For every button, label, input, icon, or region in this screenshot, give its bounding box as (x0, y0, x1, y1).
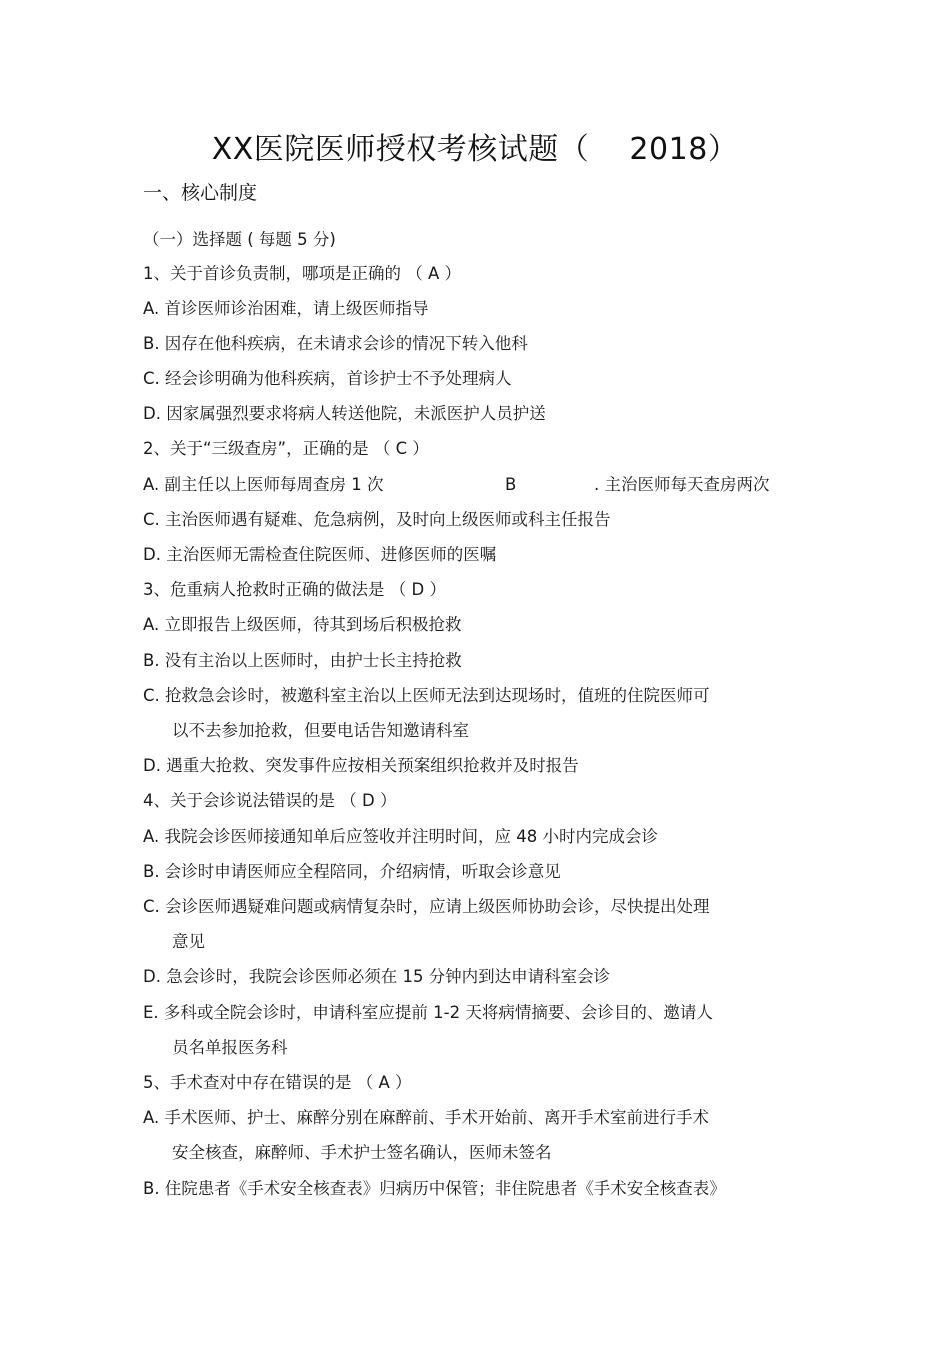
question-1-stem: 1、关于首诊负责制，哪项是正确的 （ A ） (143, 264, 462, 283)
question-3-option-a: A. 立即报告上级医师，待其到场后积极抢救 (143, 615, 462, 634)
question-1-option-c: C. 经会诊明确为他科疾病，首诊护士不予处理病人 (143, 369, 512, 388)
question-4-option-e-continued: 员名单报医务科 (172, 1038, 288, 1057)
question-4-option-b: B. 会诊时申请医师应全程陪同，介绍病情，听取会诊意见 (143, 862, 561, 881)
question-5-option-a: A. 手术医师、护士、麻醉分别在麻醉前、手术开始前、离开手术室前进行手术 (143, 1108, 709, 1127)
question-3-option-c-continued: 以不去参加抢救，但要电话告知邀请科室 (172, 721, 469, 740)
question-5-stem: 5、手术查对中存在错误的是 （ A ） (143, 1073, 412, 1092)
question-2-option-b-text: . 主治医师每天查房两次 (594, 475, 770, 494)
question-2-option-b-letter: B (505, 475, 517, 494)
question-4-stem: 4、关于会诊说法错误的是 （ D ） (143, 791, 397, 810)
section-heading: 一、核心制度 (143, 182, 258, 204)
question-4-option-a: A. 我院会诊医师接通知单后应签收并注明时间，应 48 小时内完成会诊 (143, 827, 658, 846)
page-title: XX医院医师授权考核试题（ 2018） (211, 132, 739, 167)
question-4-option-c-continued: 意见 (172, 932, 205, 951)
question-5-option-b: B. 住院患者《手术安全核查表》归病历中保管；非住院患者《手术安全核查表》 (143, 1179, 726, 1198)
question-4-option-c: C. 会诊医师遇疑难问题或病情复杂时，应请上级医师协助会诊，尽快提出处理 (143, 897, 710, 916)
question-1-option-a: A. 首诊医师诊治困难，请上级医师指导 (143, 299, 429, 318)
question-3-option-b: B. 没有主治以上医师时，由护士长主持抢救 (143, 651, 462, 670)
question-3-option-c: C. 抢救急会诊时，被邀科室主治以上医师无法到达现场时，值班的住院医师可 (143, 686, 710, 705)
question-4-option-d: D. 急会诊时，我院会诊医师必须在 15 分钟内到达申请科室会诊 (143, 967, 611, 986)
question-1-option-d: D. 因家属强烈要求将病人转送他院，未派医护人员护送 (143, 404, 546, 423)
question-2-option-a: A. 副主任以上医师每周查房 1 次 (143, 475, 384, 494)
question-5-option-a-continued: 安全核查，麻醉师、手术护士签名确认，医师未签名 (172, 1143, 552, 1162)
question-2-stem: 2、关于“三级查房”，正确的是 （ C ） (143, 439, 429, 458)
question-1-option-b: B. 因存在他科疾病，在未请求会诊的情况下转入他科 (143, 334, 528, 353)
question-3-option-d: D. 遇重大抢救、突发事件应按相关预案组织抢救并及时报告 (143, 756, 579, 775)
question-3-stem: 3、危重病人抢救时正确的做法是 （ D ） (143, 580, 446, 599)
question-2-option-c: C. 主治医师遇有疑难、危急病例，及时向上级医师或科主任报告 (143, 510, 611, 529)
question-4-option-e: E. 多科或全院会诊时，申请科室应提前 1-2 天将病情摘要、会诊目的、邀请人 (143, 1003, 713, 1022)
subsection-heading: （一）选择题 ( 每题 5 分) (143, 230, 336, 249)
question-2-option-d: D. 主治医师无需检查住院医师、进修医师的医嘱 (143, 545, 497, 564)
